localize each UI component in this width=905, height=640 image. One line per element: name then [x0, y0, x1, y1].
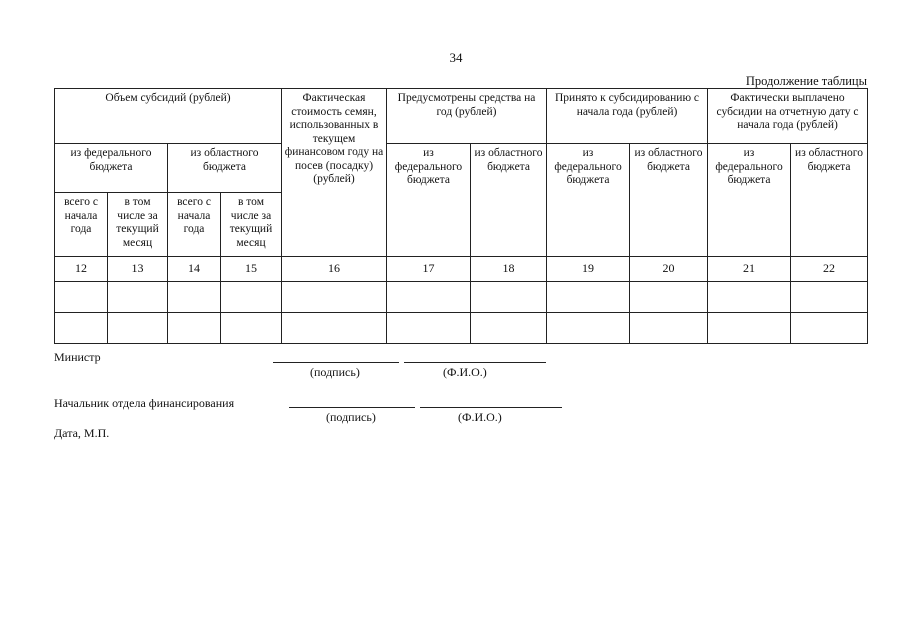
table-cell[interactable]	[108, 282, 168, 313]
column-number: 22	[791, 257, 868, 282]
header-from-federal: из федерального бюджета	[55, 144, 168, 193]
header-accepted-regional: из областного бюджета	[630, 144, 708, 257]
header-accepted-federal: из федерального бюджета	[547, 144, 630, 257]
header-planned-funds: Предусмотрены средства на год (рублей)	[387, 89, 547, 144]
table-cell[interactable]	[471, 313, 547, 344]
table-cell[interactable]	[791, 282, 868, 313]
table-cell[interactable]	[168, 282, 221, 313]
header-federal-total: всего с начала года	[55, 193, 108, 257]
header-planned-regional: из областного бюджета	[471, 144, 547, 257]
table-cell[interactable]	[387, 282, 471, 313]
header-paid-regional: из областного бюджета	[791, 144, 868, 257]
minister-name-caption: (Ф.И.О.)	[443, 365, 487, 379]
table-cell[interactable]	[55, 313, 108, 344]
header-subsidy-volume: Объем субсидий (рублей)	[55, 89, 282, 144]
table-cell[interactable]	[471, 282, 547, 313]
header-planned-federal: из федерального бюджета	[387, 144, 471, 257]
finance-head-name-line[interactable]	[420, 407, 562, 408]
header-accepted: Принято к субсидированию с начала года (рублей)	[547, 89, 708, 144]
table-cell[interactable]	[55, 282, 108, 313]
table-cell[interactable]	[108, 313, 168, 344]
date-stamp-label: Дата, М.П.	[54, 426, 110, 440]
continuation-label: Продолжение таблицы	[745, 74, 867, 88]
finance-head-name-caption: (Ф.И.О.)	[458, 410, 502, 424]
column-number: 14	[168, 257, 221, 282]
table-cell[interactable]	[630, 282, 708, 313]
table-row	[55, 313, 868, 344]
header-paid-federal: из федерального бюджета	[708, 144, 791, 257]
column-number: 16	[282, 257, 387, 282]
minister-signature-line[interactable]	[273, 362, 399, 363]
column-number: 18	[471, 257, 547, 282]
column-number: 21	[708, 257, 791, 282]
header-regional-month: в том числе за текущий месяц	[221, 193, 282, 257]
table-cell[interactable]	[221, 282, 282, 313]
finance-head-label: Начальник отдела финансирования	[54, 396, 235, 410]
table-cell[interactable]	[791, 313, 868, 344]
minister-name-line[interactable]	[404, 362, 546, 363]
column-number: 19	[547, 257, 630, 282]
table-row	[55, 282, 868, 313]
header-from-regional: из областного бюджета	[168, 144, 282, 193]
page-number: 34	[449, 50, 463, 65]
finance-head-signature-caption: (подпись)	[326, 410, 376, 424]
header-paid: Фактически выплачено субсидии на отчетную дату с начала года (рублей)	[708, 89, 868, 144]
column-number: 20	[630, 257, 708, 282]
table-cell[interactable]	[547, 282, 630, 313]
subsidy-table	[54, 88, 868, 344]
table-cell[interactable]	[630, 313, 708, 344]
table-cell[interactable]	[221, 313, 282, 344]
header-seed-cost: Фактическая стоимость семян, использованных в текущем финансовом году на посев (посадку) (рублей)	[282, 89, 387, 257]
table-cell[interactable]	[282, 282, 387, 313]
table-cell[interactable]	[387, 313, 471, 344]
column-number: 12	[55, 257, 108, 282]
table-cell[interactable]	[282, 313, 387, 344]
table-cell[interactable]	[168, 313, 221, 344]
table-cell[interactable]	[708, 313, 791, 344]
column-number: 17	[387, 257, 471, 282]
table-cell[interactable]	[708, 282, 791, 313]
table-cell[interactable]	[547, 313, 630, 344]
minister-label: Министр	[54, 350, 101, 364]
finance-head-signature-line[interactable]	[289, 407, 415, 408]
minister-signature-caption: (подпись)	[310, 365, 360, 379]
column-number-row	[55, 257, 868, 282]
header-regional-total: всего с начала года	[168, 193, 221, 257]
column-number: 15	[221, 257, 282, 282]
header-federal-month: в том числе за текущий месяц	[108, 193, 168, 257]
column-number: 13	[108, 257, 168, 282]
